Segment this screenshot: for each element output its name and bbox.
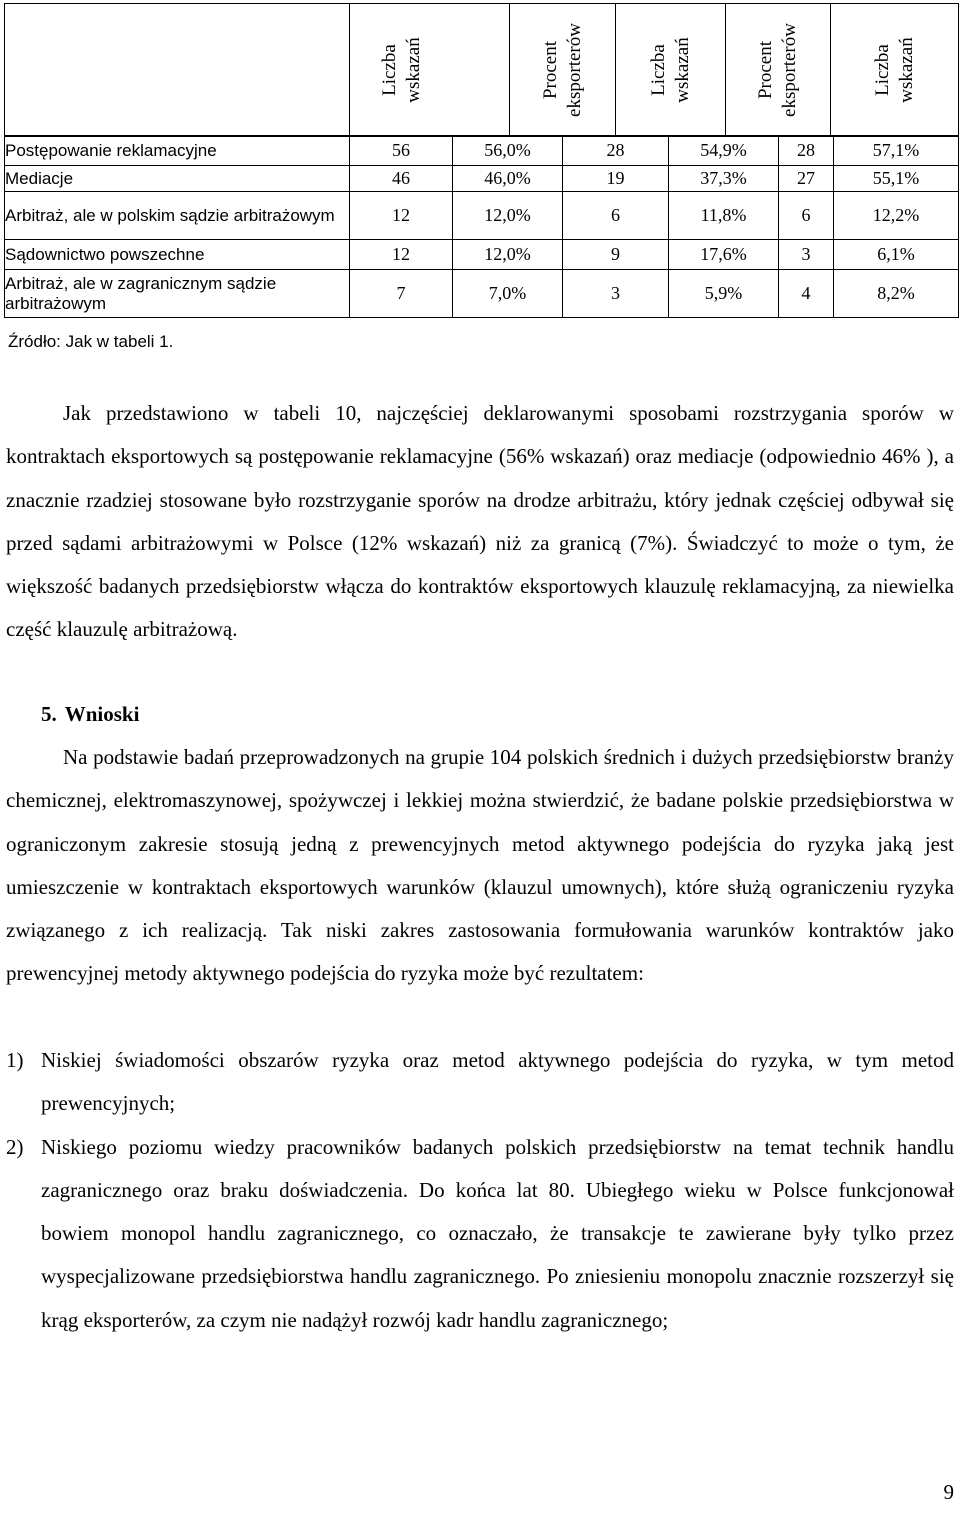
header-line: eksporterów [779, 23, 800, 117]
table-cell: 46 [350, 166, 453, 192]
table-cell: 12,0% [453, 240, 563, 270]
body-paragraph: Na podstawie badań przeprowadzonych na grupie 104 polskich średnich i dużych przedsiębiorstw branży chemicznej, elektromaszynowej, spożywczej i lekkiej można stwierdzić, że badane polskie przedsiębiorstwa w ograniczonym zakresie stosują jedną z prewencyjnych metod aktywnego podejścia do ryzyka jaką jest umieszczenie w kontraktach eksportowych warunków (klauzul umownych), które służą ograniczeniu ryzyka związanego z ich realizacją. Tak niski zakres zastosowania formułowania warunków kontraktów jako prewencyjnej metody aktywnego podejścia do ryzyka może być rezultatem: [6, 745, 954, 986]
table-cell: 17,6% [669, 240, 779, 270]
header-line: Liczba [647, 44, 669, 96]
table-cell: 57,1% [834, 136, 959, 166]
header-line: wskazań [671, 37, 693, 103]
row-label: Postępowanie reklamacyjne [5, 136, 350, 166]
section-heading [41, 693, 139, 736]
page-number: 9 [943, 1480, 954, 1504]
table-cell: 55,1% [834, 166, 959, 192]
table-cell: 28 [563, 136, 669, 166]
header-line: wskazań [895, 37, 917, 103]
table-cell: 19 [563, 166, 669, 192]
table-cell: 5,9% [669, 270, 779, 318]
row-label: Mediacje [5, 166, 350, 192]
table-row [5, 270, 959, 318]
table-cell: 37,3% [669, 166, 779, 192]
table-cell: 7,0% [453, 270, 563, 318]
list-item-number: 1) [6, 1048, 24, 1072]
table-cell: 3 [779, 240, 834, 270]
section-title: Wnioski [64, 702, 140, 726]
table-cell: 4 [779, 270, 834, 318]
row-label: Arbitraż, ale w polskim sądzie arbitrażowym [5, 192, 350, 240]
table-cell: 6,1% [834, 240, 959, 270]
table-header-cell [378, 4, 510, 137]
table-cell: 56 [350, 136, 453, 166]
header-line: wskazań [402, 37, 424, 103]
table-cell: 8,2% [834, 270, 959, 318]
table-header-cell [616, 4, 726, 137]
table-cell: 3 [563, 270, 669, 318]
header-line: Liczba [871, 44, 893, 96]
table-cell: 27 [779, 166, 834, 192]
table-row [5, 166, 959, 192]
table-cell: 12,0% [453, 192, 563, 240]
table-header-cell [726, 4, 831, 137]
table-cell: 7 [350, 270, 453, 318]
table-header-row [5, 4, 959, 137]
body-paragraph: Jak przedstawiono w tabeli 10, najczęściej deklarowanymi sposobami rozstrzygania sporów w kontraktach eksportowych są postępowanie reklamacyjne (56% wskazań) oraz mediacje (odpowiednio 46% ), a znacznie rzadziej stosowane było rozstrzyganie sporów na drodze arbitrażu, który jednak częściej odbywał się przed sądami arbitrażowymi w Polsce (12% wskazań) niż za granicą (7%). Świadczyć to może o tym, że większość badanych przedsiębiorstw włącza do kontraktów eksportowych klauzulę reklamacyjną, za niewielka część klauzulę arbitrażową. [6, 401, 954, 642]
table-header-cell [510, 4, 616, 137]
table-cell: 56,0% [453, 136, 563, 166]
table-cell: 12 [350, 192, 453, 240]
conclusions-list [6, 1039, 954, 1342]
table-cell: 12 [350, 240, 453, 270]
table-header-empty [5, 4, 350, 137]
section-number: 5. [41, 702, 57, 726]
table-row [5, 136, 959, 166]
list-item-text: Niskiego poziomu wiedzy pracowników badanych polskich przedsiębiorstw na temat technik handlu zagranicznego oraz braku doświadczenia. Do końca lat 80. Ubiegłego wieku w Polsce funkcjonował bowiem monopol handlu zagranicznego, co oznaczało, że transakcje te zawierane były tylko przez wyspecjalizowane przedsiębiorstwa handlu zagranicznego. Po zniesieniu monopolu znacznie rozszerzył się krąg eksporterów, za czym nie nadążył rozwój kadr handlu zagranicznego; [41, 1134, 954, 1332]
table-cell: 6 [779, 192, 834, 240]
table-cell: 9 [563, 240, 669, 270]
table-cell: 12,2% [834, 192, 959, 240]
table-cell: 46,0% [453, 166, 563, 192]
table-row [5, 192, 959, 240]
table-cell: 6 [563, 192, 669, 240]
table-row [5, 240, 959, 270]
header-line: Procent [755, 40, 776, 100]
row-label: Arbitraż, ale w zagranicznym sądzie arbitrażowym [5, 270, 350, 318]
list-item [6, 1126, 954, 1342]
list-item [6, 1039, 954, 1126]
header-line: eksporterów [563, 23, 585, 117]
header-line: Procent [539, 40, 561, 100]
results-table [4, 3, 959, 137]
list-item-number: 2) [6, 1134, 24, 1159]
table-cell: 11,8% [669, 192, 779, 240]
list-item-text: Niskiej świadomości obszarów ryzyka oraz metod aktywnego podejścia do ryzyka, w tym metod prewencyjnych; [41, 1048, 954, 1116]
table-header-cell [831, 4, 959, 137]
table-cell: 54,9% [669, 136, 779, 166]
table-cell: 28 [779, 136, 834, 166]
results-table-body [4, 135, 959, 318]
table-source-note: Źródło: Jak w tabeli 1. [8, 332, 174, 351]
row-label: Sądownictwo powszechne [5, 240, 350, 270]
header-line: Liczba [378, 44, 400, 96]
